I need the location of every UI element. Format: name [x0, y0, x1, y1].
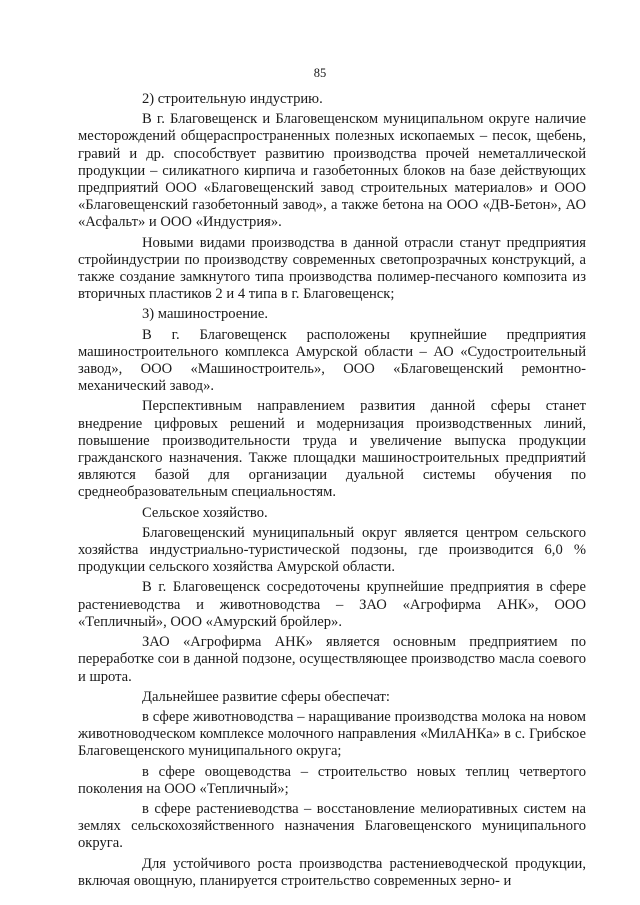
paragraph-construction-new: Новыми видами производства в данной отрасли станут предприятия стройиндустрии по производству современных светопрозрачных конструкций, а также создание замкнутого типа производства полимер-песчаного композита из вторичных пластиков 2 и 4 типа в г. Благовещенск; [78, 234, 586, 303]
paragraph-crop-growth: Для устойчивого роста производства растениеводческой продукции, включая овощную, планируется строительство современных зерно- и [78, 855, 586, 889]
paragraph-agriculture-enterprises: В г. Благовещенск сосредоточены крупнейшие предприятия в сфере растениеводства и животноводства – ЗАО «Агрофирма АНК», ООО «Тепличный», ООО «Амурский бройлер». [78, 579, 586, 630]
page-number: 85 [313, 66, 327, 80]
paragraph-livestock: в сфере животноводства – наращивание производства молока на новом животноводческом комплексе молочного направления «МилАНКа» в с. Грибское Благовещенского муниципального округа; [78, 708, 586, 760]
paragraph-construction-materials: В г. Благовещенск и Благовещенском муниципальном округе наличие месторождений общераспространенных полезных ископаемых – песок, щебень, гравий и др. способствует развитию производства прочей неметаллической продукции – силикатного кирпича и газобетонных блоков на базе действующих предприятий ООО «Благовещенский завод строительных материалов» и ООО «Благовещенский газобетонный завод», а также бетона на ООО «ДВ-Бетон», АО «Асфальт» и ООО «Индустрия». [78, 111, 586, 231]
paragraph-machinery-heading: 3) машиностроение. [142, 306, 268, 323]
paragraph-agriculture-heading: Сельское хозяйство. [142, 504, 268, 521]
paragraph-machinery-prospects: Перспективным направлением развития данной сферы станет внедрение цифровых решений и модернизация производственных линий, повышение производительности труда и увеличение выпуска продукции гражданского назначения. Также площадки машиностроительных предприятий являются базой для организации дуальной системы обучения по среднеобразовательным специальностям. [78, 398, 586, 501]
document-body [78, 91, 586, 890]
paragraph-vegetables: в сфере овощеводства – строительство новых теплиц четвертого поколения на ООО «Тепличный»; [78, 763, 586, 797]
paragraph-soy-processing: ЗАО «Агрофирма АНК» является основным предприятием по переработке сои в данной подзоне, осуществляющее производство масла соевого и шрота. [78, 634, 586, 685]
paragraph-development-intro: Дальнейшее развитие сферы обеспечат: [142, 688, 390, 705]
paragraph-crops: в сфере растениеводства – восстановление мелиоративных систем на землях сельскохозяйственного назначения Благовещенского муниципального округа. [78, 800, 586, 852]
paragraph-construction-heading: 2) строительную индустрию. [142, 91, 323, 107]
paragraph-machinery-enterprises: В г. Благовещенск расположены крупнейшие предприятия машиностроительного комплекса Амурской области – АО «Судостроительный завод», ООО «Машиностроитель», ООО «Благовещенский ремонтно-механический завод». [78, 326, 586, 395]
paragraph-agriculture-center: Благовещенский муниципальный округ является центром сельского хозяйства индустриально-туристической подзоны, где производится 6,0 % продукции сельского хозяйства Амурской области. [78, 524, 586, 576]
